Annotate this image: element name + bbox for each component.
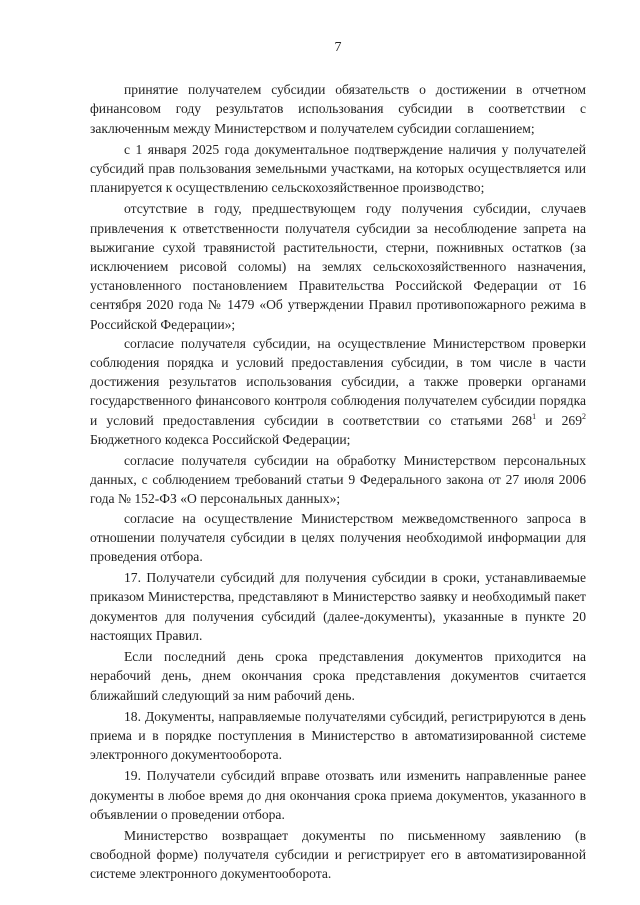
audit-consent-text-c: Бюджетного кодекса Российской Федерации; (90, 431, 351, 447)
page-number: 7 (334, 40, 342, 55)
paragraph-item-18: 18. Документы, направляемые получателями субсидий, регистрируются в день приема и в порядке поступления в Министерство в автоматизированной системе электронного документооборота. (90, 708, 586, 763)
article-superscript-2: 2 (582, 411, 586, 421)
paragraph-item-19: 19. Получатели субсидий вправе отозвать или изменить направленные ранее документы в любое время до дня окончания срока приема документов, указанного в объявлении о проведении отбора. (90, 768, 586, 822)
paragraph-deadline-holiday: Если последний день срока представления документов приходится на нерабочий день, днем окончания срока представления документов считается ближайший следующий за ним рабочий день. (90, 649, 586, 703)
audit-consent-text-a: согласие получателя субсидии, на осуществление Министерством проверки соблюдения порядка и условий предоставления субсидии, в том числе в части достижения результатов использования субсидии, а также проверки органами государственного финансового контроля соблюдения получателем субсидии порядка и условий предоставления субсидии в соответствии со статьями 268 (90, 335, 586, 428)
article-superscript-1: 1 (532, 411, 537, 421)
paragraph-land-rights: с 1 января 2025 года документальное подтверждение наличия у получателей субсидий прав пользования земельными участками, на которых осуществляется или планируется к осуществлению сельскохозяйственное производство; (90, 141, 586, 196)
paragraph-personal-data-consent: согласие получателя субсидии на обработку Министерством персональных данных, с соблюдением требований статьи 9 Федерального закона от 27 июля 2006 года № 152-ФЗ «О персональных данных»; (90, 453, 586, 507)
paragraph-item-17: 17. Получатели субсидий для получения субсидии в сроки, устанавливаемые приказом Министерства, представляют в Министерство заявку и необходимый пакет документов для получения субсидий (далее-документы), указанные в пункте 20 настоящих Правил. (90, 570, 586, 643)
paragraph-audit-consent (90, 334, 586, 449)
paragraph-document-return: Министерство возвращает документы по письменному заявлению (в свободной форме) получателя субсидии и регистрирует его в автоматизированной системе электронного документооборота. (90, 827, 586, 882)
paragraph-interagency-request-consent: согласие на осуществление Министерством межведомственного запроса в отношении получателя субсидии в целях получения необходимой информации для проведения отбора. (90, 510, 586, 565)
paragraph-result-obligation: принятие получателем субсидии обязательств о достижении в отчетном финансовом году результатов использования субсидии в соответствии с заключенным между Министерством и получателем субсидии соглашением; (90, 82, 586, 136)
paragraph-fire-safety: отсутствие в году, предшествующем году получения субсидии, случаев привлечения к ответственности получателя субсидии за несоблюдение запрета на выжигание сухой травянистой растительности, стерни, пожнивных остатков (за исключением рисовой соломы) на землях сельскохозяйственного назначения, установленного постановлением Правительства Российской Федерации от 16 сентября 2020 года № 1479 «Об утверждении Правил противопожарного режима в Российской Федерации»; (90, 201, 586, 332)
audit-consent-text-b: и 269 (536, 412, 582, 428)
